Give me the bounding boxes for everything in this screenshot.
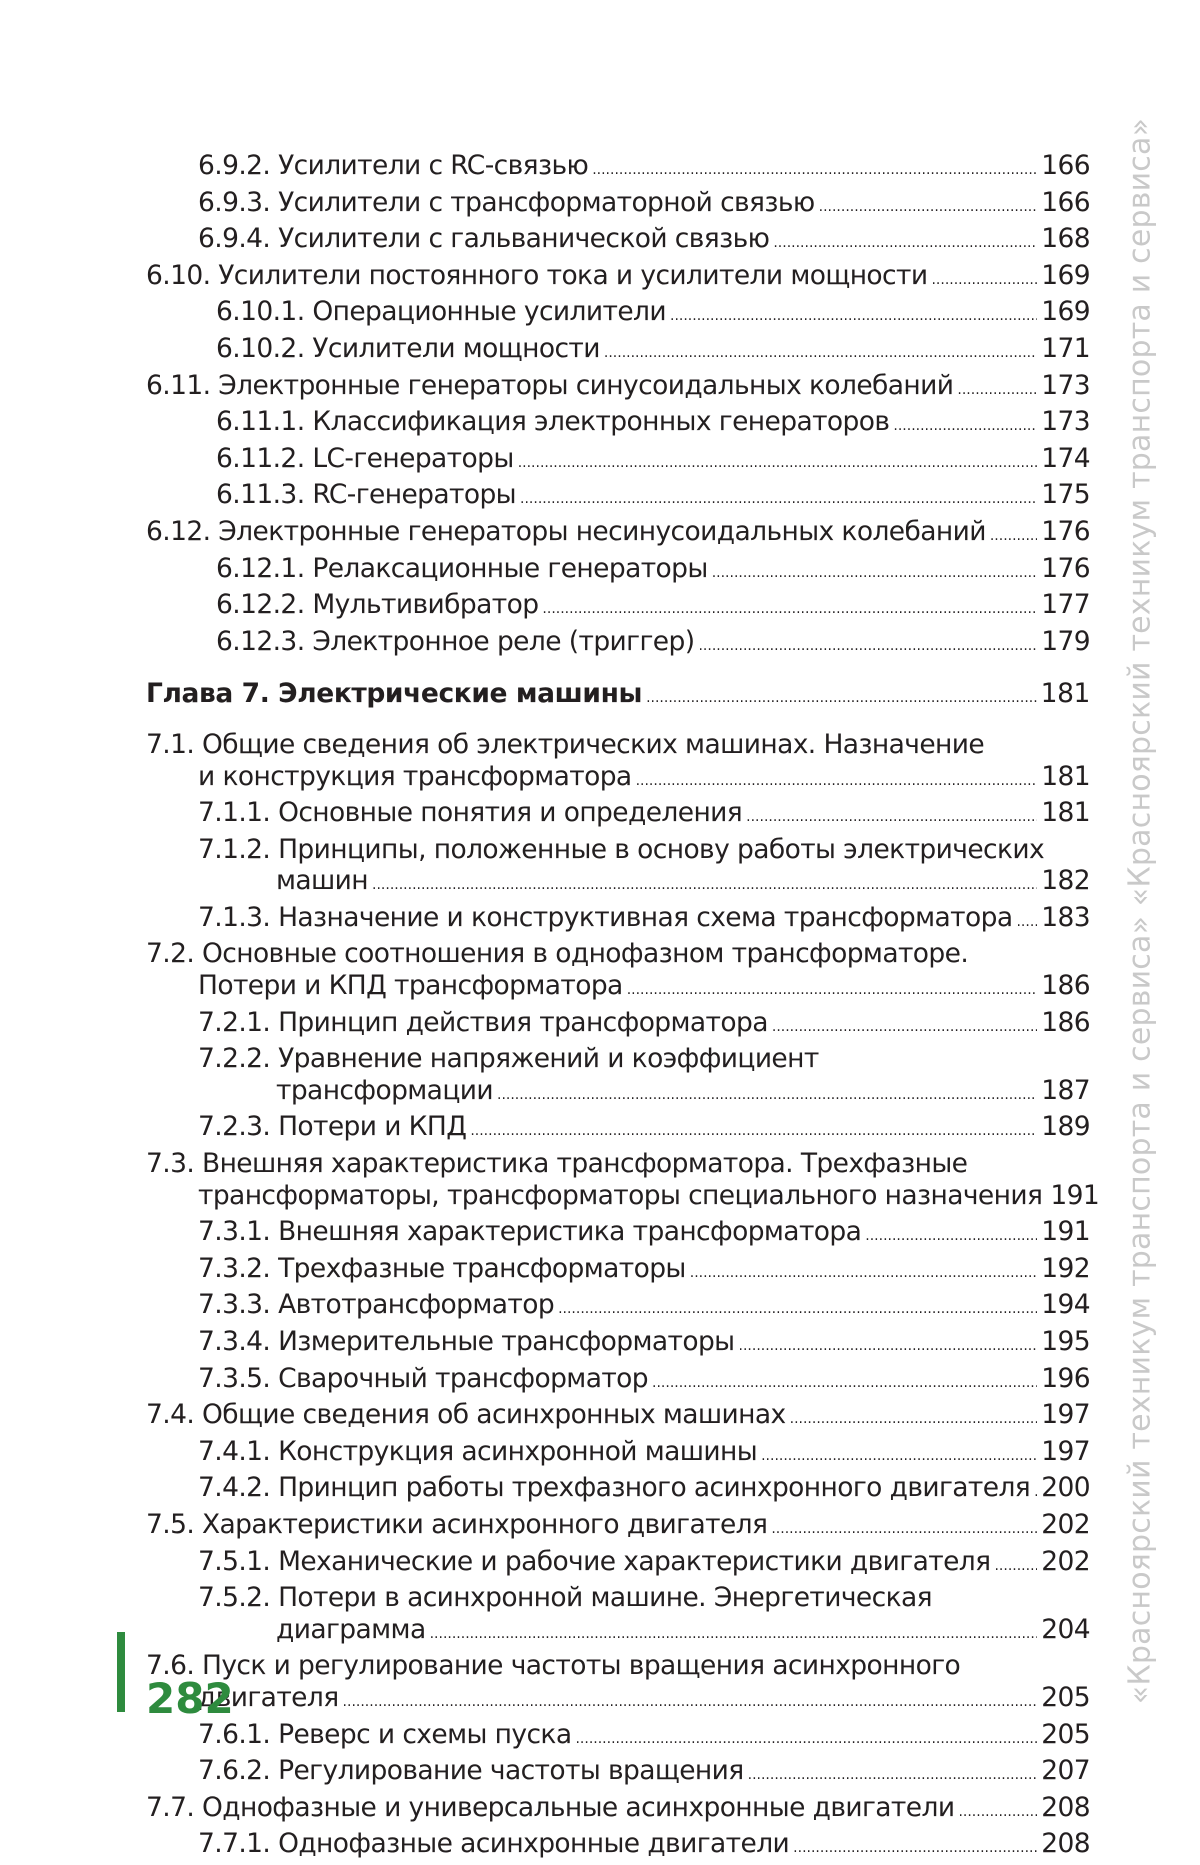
toc-entry-title: 6.12.1. Релаксационные генераторы [216, 552, 708, 584]
toc-entry-title: 7.2.2. Уравнение напряжений и коэффициент [198, 1043, 819, 1075]
toc-dot-leader [931, 265, 1037, 297]
toc-entry-title: 7.5.1. Механические и рабочие характеристики двигателя [198, 1545, 991, 1577]
toc-entry-title: 7.5.2. Потери в асинхронной машине. Энергетическая [198, 1582, 932, 1614]
toc-entry-title: двигателя [198, 1681, 339, 1713]
toc-entry [146, 729, 1090, 761]
toc-entry-page: 192 [1041, 1252, 1090, 1284]
toc-dot-leader [790, 1404, 1038, 1436]
toc-entry-page: 194 [1041, 1289, 1090, 1321]
toc-entry-page: 181 [1041, 797, 1090, 829]
toc-entry-title: 6.9.3. Усилители с трансформаторной связью [198, 186, 815, 218]
toc-entry-title: Глава 7. Электрические машины [146, 678, 643, 710]
toc-dot-leader [958, 1797, 1037, 1829]
toc-entry [146, 553, 1090, 590]
toc-entry [146, 1075, 1090, 1112]
toc-entry-page: 176 [1041, 515, 1090, 547]
toc-entry [146, 865, 1090, 902]
toc-dot-leader [712, 558, 1038, 590]
toc-entry [146, 1650, 1090, 1682]
toc-entry-title: 7.7. Однофазные и универсальные асинхронные двигатели [146, 1791, 955, 1823]
toc-entry-title: 7.3.4. Измерительные трансформаторы [198, 1326, 735, 1357]
toc-entry [146, 516, 1090, 553]
toc-entry [146, 1216, 1090, 1253]
toc-entry-page: 195 [1041, 1326, 1090, 1357]
toc-dot-leader [994, 1551, 1037, 1583]
toc-dot-leader [343, 1687, 1038, 1719]
side-watermark-banner: «Красноярский техникум транспорта и сервиса» «Красноярский техникум транспорта и сервиса» [1122, 117, 1158, 1705]
toc-entry-page: 173 [1041, 369, 1090, 401]
toc-entry-title: 7.1.1. Основные понятия и определения [198, 797, 743, 829]
toc-dot-leader [627, 975, 1038, 1007]
toc-entry-title: 7.2. Основные соотношения в однофазном трансформаторе. [146, 938, 969, 970]
toc-entry [146, 902, 1090, 939]
toc-entry-page: 168 [1041, 223, 1090, 255]
toc-dot-leader [1016, 907, 1037, 939]
toc-entry [146, 1828, 1090, 1865]
toc-entry-page: 169 [1041, 296, 1090, 328]
toc-entry-title: 7.1. Общие сведения об электрических машинах. Назначение [146, 728, 985, 760]
toc-entry-page: 181 [1040, 678, 1090, 710]
toc-entry-page: 166 [1041, 186, 1090, 218]
toc-entry [146, 223, 1090, 260]
toc-entry-page: 179 [1041, 625, 1090, 657]
toc-entry [146, 1472, 1090, 1509]
toc-entry [146, 1614, 1090, 1651]
toc-entry [146, 1363, 1090, 1400]
toc-entry [146, 1253, 1090, 1290]
toc-chapter-heading [146, 678, 1090, 715]
toc-entry-title: 7.2.3. Потери и КПД [198, 1111, 467, 1143]
toc-entry [146, 1546, 1090, 1583]
toc-dot-leader [542, 594, 1037, 626]
toc-dot-leader [430, 1619, 1038, 1651]
toc-entry [146, 443, 1090, 480]
toc-entry-page: 191 [1041, 1216, 1090, 1248]
toc-entry [146, 1436, 1090, 1473]
toc-dot-leader [1034, 1477, 1037, 1509]
toc-entry-title: 7.3.3. Автотрансформатор [198, 1289, 555, 1321]
toc-entry [146, 1399, 1090, 1436]
toc-entry-page: 208 [1041, 1828, 1090, 1860]
toc-entry [146, 970, 1090, 1007]
toc-entry [146, 1682, 1090, 1719]
toc-entry-title: Потери и КПД трансформатора [198, 970, 623, 1002]
toc-dot-leader [470, 1116, 1037, 1148]
toc-dot-leader [761, 1441, 1037, 1473]
toc-dot-leader [518, 448, 1038, 480]
toc-entry-page: 205 [1041, 1681, 1090, 1713]
toc-entry [146, 296, 1090, 333]
toc-entry-title: 6.12. Электронные генераторы несинусоидальных колебаний [146, 515, 986, 547]
toc-entry-title: машин [276, 865, 369, 897]
toc-dot-leader [746, 802, 1037, 834]
toc-dot-leader [575, 1724, 1037, 1756]
toc-entry-title: 7.1.3. Назначение и конструктивная схема трансформатора [198, 901, 1013, 933]
toc-dot-leader [636, 766, 1038, 798]
toc-entry-title: 7.5. Характеристики асинхронного двигателя [146, 1508, 768, 1540]
toc-entry [146, 187, 1090, 224]
toc-entry-title: 6.12.3. Электронное реле (триггер) [216, 625, 695, 657]
toc-dot-leader [748, 1760, 1038, 1792]
toc-dot-leader [957, 375, 1037, 407]
toc-entry-page: 204 [1041, 1613, 1090, 1645]
toc-entry [146, 260, 1090, 297]
toc-entry [146, 1792, 1090, 1829]
toc-entry-page: 171 [1041, 332, 1090, 364]
toc-entry-title: 6.9.2. Усилители с RC-связью [198, 150, 589, 181]
toc-entry [146, 1148, 1090, 1180]
toc-entry-title: 7.1.2. Принципы, положенные в основу работы электрических [198, 833, 1045, 865]
toc-entry-title: 7.4.1. Конструкция асинхронной машины [198, 1435, 758, 1467]
toc-entry [146, 1582, 1090, 1614]
toc-entry [146, 1509, 1090, 1546]
toc-entry-title: 6.10. Усилители постоянного тока и усилители мощности [146, 259, 928, 291]
toc-entry-page: 169 [1041, 259, 1090, 291]
toc-dot-leader [990, 521, 1037, 553]
toc-entry-page: 182 [1041, 865, 1090, 897]
toc-entry-page: 205 [1041, 1718, 1090, 1750]
toc-dot-leader [739, 1331, 1038, 1363]
toc-dot-leader [497, 1080, 1037, 1112]
toc-dot-leader [865, 1221, 1037, 1253]
toc-entry-title: 7.7.1. Однофазные асинхронные двигатели [198, 1828, 790, 1860]
toc-entry-page: 196 [1041, 1362, 1090, 1394]
toc-entry [146, 1289, 1090, 1326]
toc-entry-title: 7.6.1. Реверс и схемы пуска [198, 1718, 572, 1750]
toc-entry-page: 177 [1041, 589, 1090, 621]
toc-entry-title: 6.10.1. Операционные усилители [216, 296, 666, 328]
toc-entry [146, 797, 1090, 834]
toc-entry-title: трансформации [276, 1074, 493, 1106]
toc-entry-page: 176 [1041, 552, 1090, 584]
toc-dot-leader [646, 683, 1037, 715]
toc-entry-page: 173 [1041, 406, 1090, 438]
toc-entry [146, 150, 1090, 187]
toc-entry-title: 7.3. Внешняя характеристика трансформатора. Трехфазные [146, 1148, 968, 1180]
toc-entry-title: 7.3.1. Внешняя характеристика трансформатора [198, 1216, 862, 1248]
toc-entry-title: 6.10.2. Усилители мощности [216, 332, 600, 364]
toc-entry-page: 189 [1041, 1111, 1090, 1143]
toc-entry [146, 1007, 1090, 1044]
toc-entry [146, 479, 1090, 516]
toc-entry [146, 333, 1090, 370]
toc-entry [146, 1179, 1100, 1217]
toc-entry-title: 6.11.2. LC-генераторы [216, 442, 514, 474]
toc-entry [146, 1755, 1090, 1792]
toc-entry-page: 183 [1041, 901, 1090, 933]
toc-dot-leader [652, 1368, 1037, 1400]
toc-entry-page: 202 [1041, 1545, 1090, 1577]
toc-dot-leader [893, 411, 1037, 443]
toc-entry-page: 174 [1041, 442, 1090, 474]
toc-entry-title: 6.9.4. Усилители с гальванической связью [198, 223, 770, 255]
toc-entry-page: 207 [1041, 1755, 1090, 1787]
page-number-bar [117, 1632, 125, 1712]
toc-dot-leader [793, 1833, 1037, 1865]
page-number: 282 [146, 1674, 234, 1723]
toc-entry [146, 406, 1090, 443]
toc-entry-title: трансформаторы, трансформаторы специального назначения [198, 1179, 1043, 1211]
toc-entry-page: 197 [1041, 1399, 1090, 1431]
toc-entry-title: 6.11. Электронные генераторы синусоидальных колебаний [146, 369, 954, 401]
toc-dot-leader [372, 870, 1037, 902]
toc-entry-title: 7.6. Пуск и регулирование частоты вращения асинхронного [146, 1650, 961, 1682]
toc-dot-leader [604, 338, 1037, 370]
toc-entry-title: 6.11.3. RC-генераторы [216, 479, 517, 511]
toc-entry-page: 187 [1041, 1074, 1090, 1106]
toc-entry-page: 197 [1041, 1435, 1090, 1467]
toc-dot-leader [520, 484, 1037, 516]
toc-entry-title: 7.4.2. Принцип работы трехфазного асинхронного двигателя [198, 1472, 1031, 1504]
toc-entry-page: 200 [1041, 1472, 1090, 1504]
toc-entry-page: 186 [1041, 970, 1090, 1002]
toc-entry [146, 1111, 1090, 1148]
toc-entry-title: и конструкция трансформатора [198, 760, 632, 792]
toc-entry-page: 175 [1041, 479, 1090, 511]
toc-entry [146, 370, 1090, 407]
toc-entry [146, 1719, 1090, 1756]
toc-entry-title: диаграмма [276, 1613, 426, 1645]
toc-entry [146, 626, 1090, 663]
toc-entry [146, 1043, 1090, 1075]
toc-dot-leader [670, 301, 1037, 333]
toc-entry [146, 589, 1090, 626]
toc-entry-title: 7.4. Общие сведения об асинхронных машинах [146, 1399, 786, 1431]
toc-entry [146, 761, 1090, 798]
toc-dot-leader [773, 228, 1037, 260]
toc-dot-leader [698, 631, 1037, 663]
toc-entry-page: 181 [1041, 760, 1090, 792]
toc-dot-leader [690, 1258, 1037, 1290]
toc-entry [146, 834, 1090, 866]
table-of-contents [146, 150, 1100, 1865]
toc-entry-page: 202 [1041, 1508, 1090, 1540]
toc-dot-leader [592, 155, 1037, 187]
toc-entry-title: 7.6.2. Регулирование частоты вращения [198, 1755, 744, 1787]
toc-entry-title: 7.3.2. Трехфазные трансформаторы [198, 1252, 686, 1284]
toc-entry-page: 191 [1050, 1179, 1100, 1211]
toc-dot-leader [771, 1514, 1037, 1546]
toc-dot-leader [772, 1012, 1037, 1044]
toc-entry-page: 208 [1041, 1791, 1090, 1823]
toc-entry-title: 7.3.5. Сварочный трансформатор [198, 1362, 649, 1394]
toc-dot-leader [819, 192, 1038, 224]
toc-entry-title: 6.12.2. Мультивибратор [216, 589, 539, 621]
toc-entry-page: 166 [1041, 150, 1090, 181]
toc-entry [146, 1326, 1090, 1363]
toc-entry-page: 186 [1041, 1006, 1090, 1038]
toc-entry [146, 938, 1090, 970]
toc-entry-title: 7.2.1. Принцип действия трансформатора [198, 1006, 768, 1038]
toc-dot-leader [558, 1294, 1037, 1326]
toc-entry-title: 6.11.1. Классификация электронных генераторов [216, 406, 890, 438]
